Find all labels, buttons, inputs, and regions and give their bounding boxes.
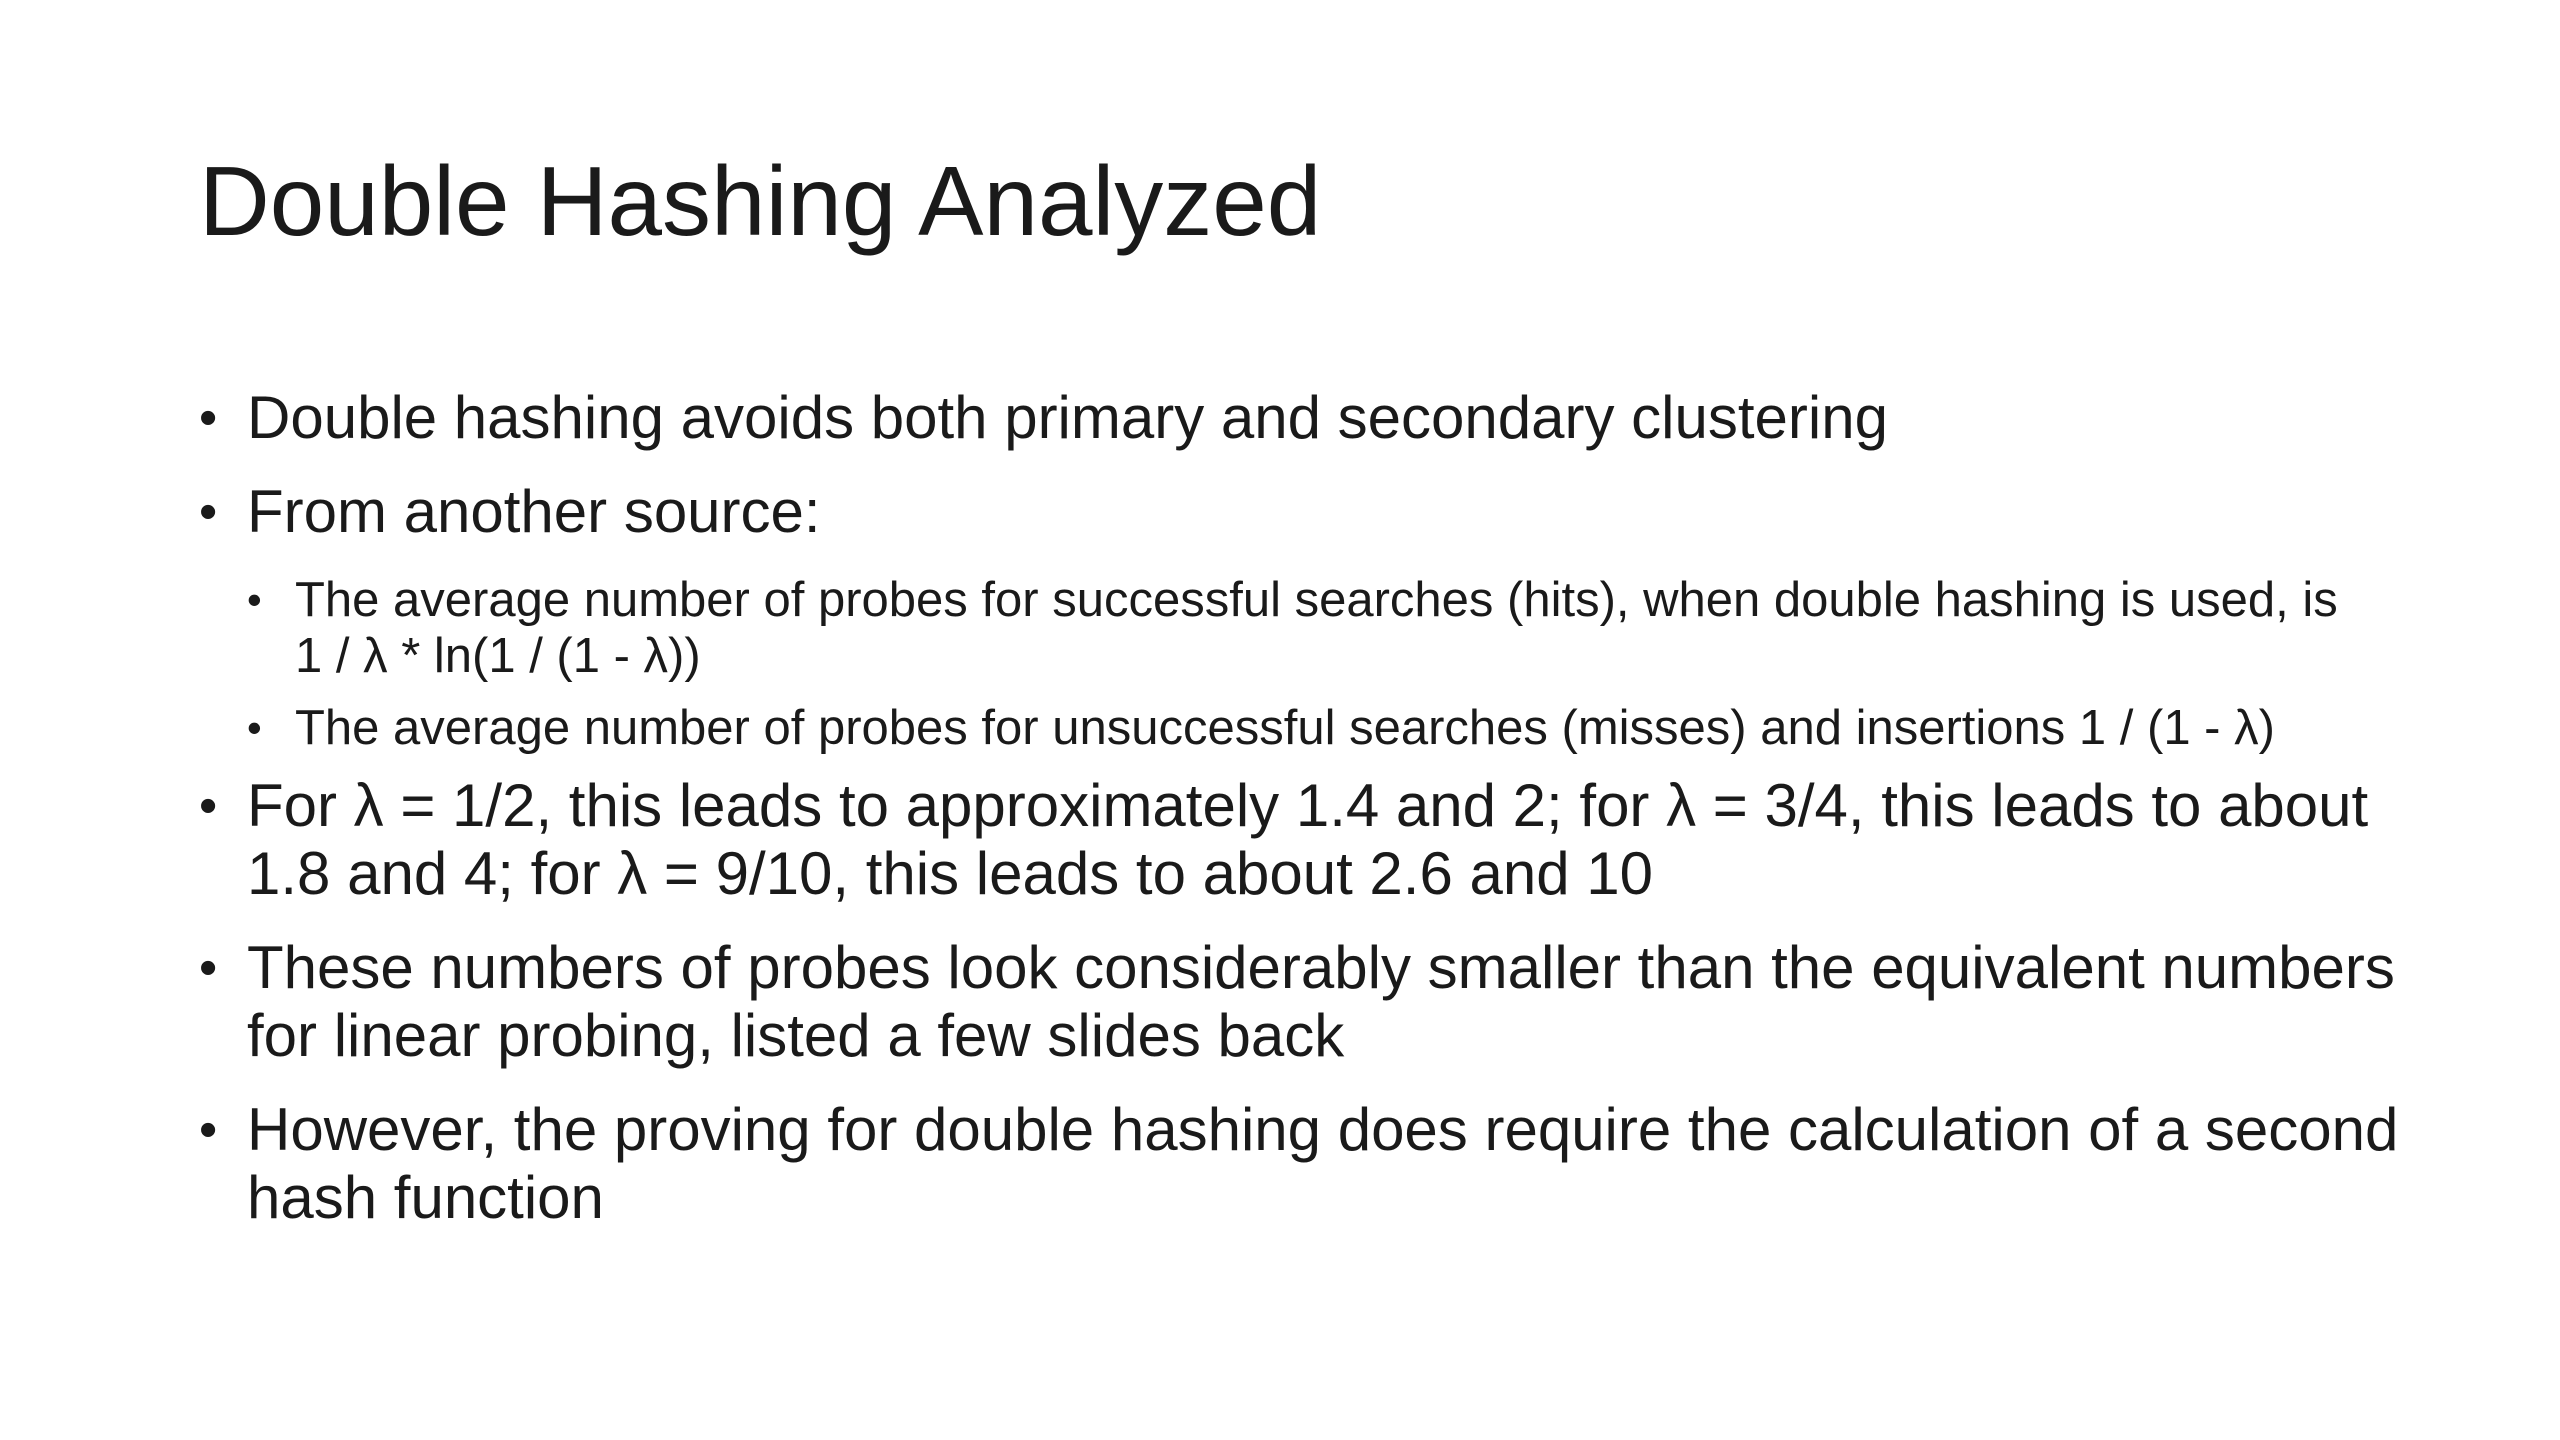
sub-bullet-list [247,572,2399,756]
bullet-text: However, the proving for double hashing does require the calculation of a second hash function [247,1096,2399,1231]
bullet-item [199,934,2399,1070]
bullet-item [199,772,2399,908]
bullet-text: From another source: [247,478,821,545]
bullet-text: These numbers of probes look considerably smaller than the equivalent numbers for linear probing, listed a few slides back [247,934,2395,1069]
bullet-marker: • [199,483,218,541]
bullet-marker: • [199,1101,218,1159]
bullet-marker: • [199,389,218,447]
bullet-text: For λ = 1/2, this leads to approximately 1.4 and 2; for λ = 3/4, this leads to about 1.8 and 4; for λ = 9/10, this leads to about 2.6 and 10 [247,772,2369,907]
slide-title: Double Hashing Analyzed [199,146,1322,256]
bullet-item [199,1096,2399,1232]
bullet-item [199,384,2399,452]
bullet-marker: • [199,777,218,835]
bullet-text: Double hashing avoids both primary and secondary clustering [247,384,1888,451]
sub-bullet-marker: • [247,576,262,623]
sub-bullet-item [247,572,2355,684]
sub-bullet-item [247,700,2355,756]
bullet-marker: • [199,939,218,997]
sub-bullet-text: The average number of probes for unsuccessful searches (misses) and insertions 1 / (1 - λ) [295,701,2275,755]
sub-bullet-text: The average number of probes for successful searches (hits), when double hashing is used, is 1 / λ * ln(1 / (1 - λ)) [295,573,2338,683]
slide-body [199,384,2399,1258]
sub-bullet-marker: • [247,704,262,751]
bullet-item [199,478,2399,546]
